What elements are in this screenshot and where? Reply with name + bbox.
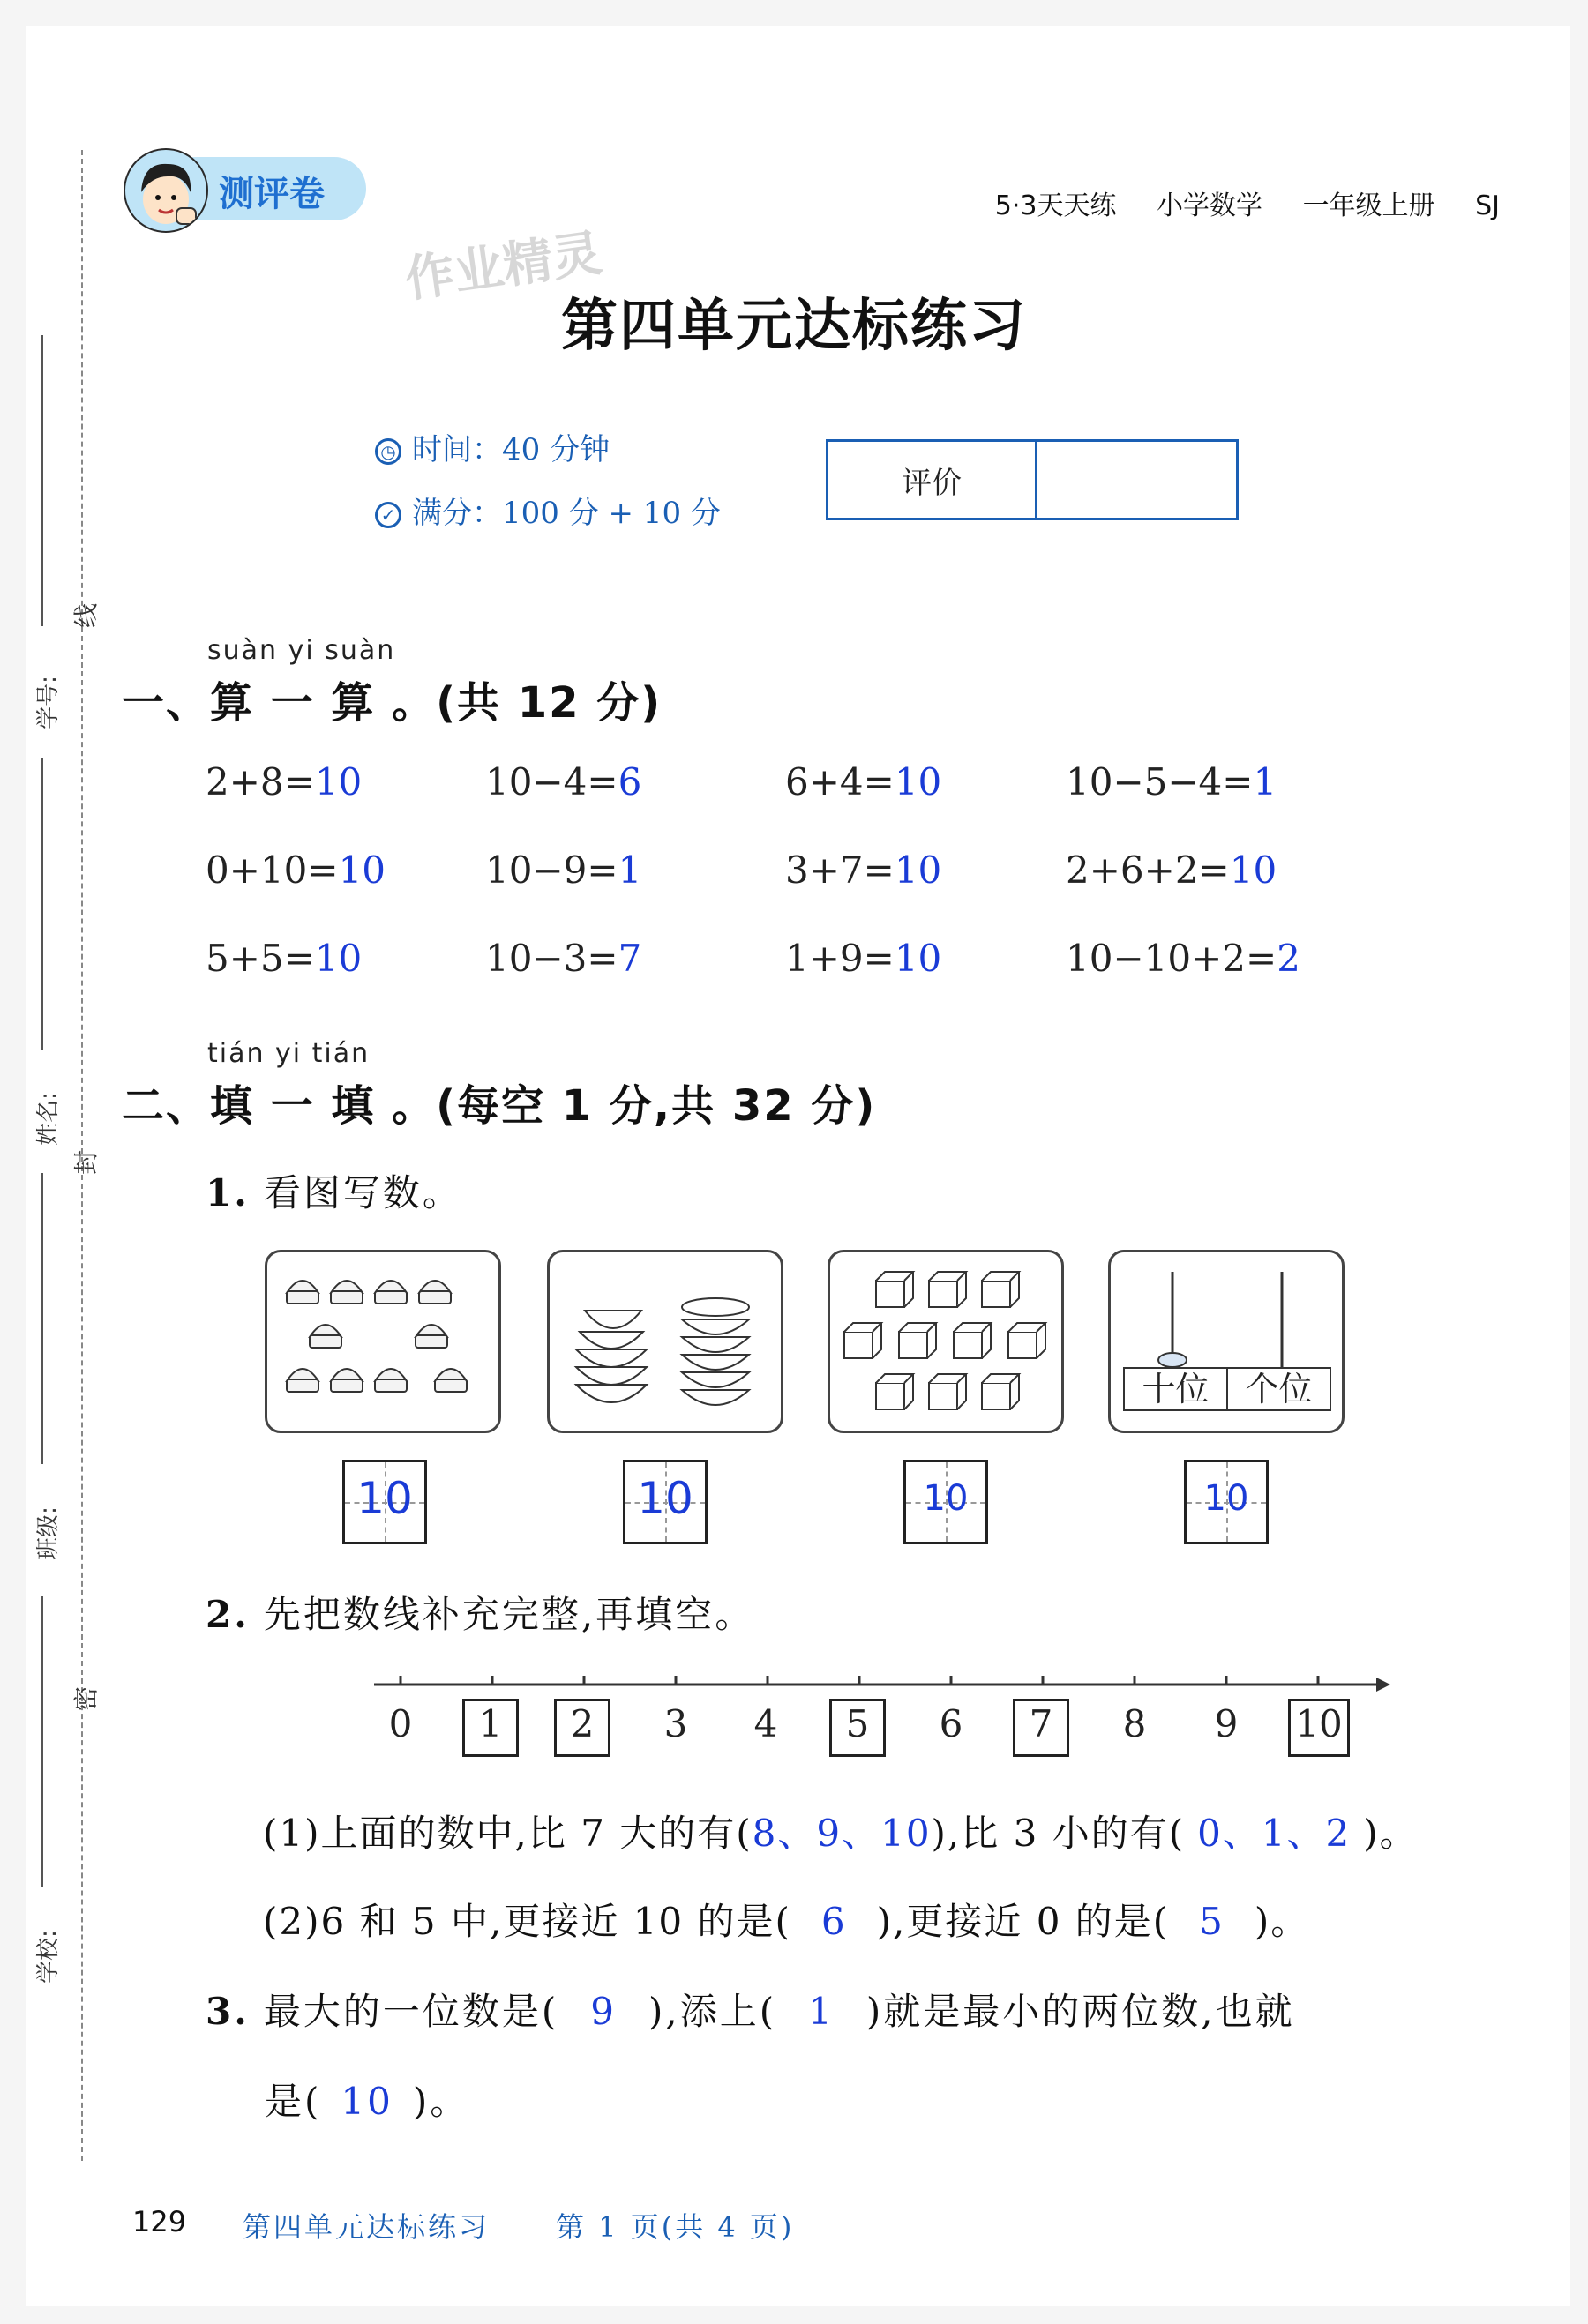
section1-heading: 一、算 一 算 。(共 12 分) xyxy=(122,678,663,728)
equation: 1+9=10 xyxy=(785,937,942,980)
equation: 0+10=10 xyxy=(206,848,386,892)
score-info: ✓ 满分：100 分 + 10 分 xyxy=(375,489,721,532)
answer-text: 9 xyxy=(590,1990,617,2033)
answer-text: 10 xyxy=(341,2080,393,2123)
equation: 3+7=10 xyxy=(785,848,942,892)
numberline-label: 7 xyxy=(1029,1702,1053,1745)
numberline-label: 9 xyxy=(1214,1702,1239,1745)
cut-word: 密 xyxy=(71,1685,101,1712)
question-2: 2. 先把数线补充完整,再填空。 xyxy=(206,1593,755,1636)
answer-text: 0、1、2 xyxy=(1197,1812,1352,1855)
cut-word: 线 xyxy=(71,602,101,629)
watermark: 作业精灵 xyxy=(401,224,606,310)
evaluation-label: 评价 xyxy=(828,442,1037,518)
abacus-picture xyxy=(1108,1250,1345,1433)
badge-label: 测评卷 xyxy=(219,174,325,214)
name-line xyxy=(41,1596,43,1887)
answer-text: 5 xyxy=(1199,1900,1225,1943)
buns-picture xyxy=(265,1250,501,1433)
numberline-label: 1 xyxy=(478,1702,503,1745)
numberline-label: 0 xyxy=(388,1702,413,1745)
class-label: 班级: xyxy=(34,1506,62,1560)
student-id-label: 学号: xyxy=(34,676,62,729)
name-line xyxy=(41,758,43,1050)
equation: 10−5−4=1 xyxy=(1066,760,1277,803)
cubes-picture xyxy=(828,1250,1064,1433)
page-title: 第四单元达标练习 xyxy=(561,293,1027,359)
evaluation-box xyxy=(826,439,1239,520)
name-line xyxy=(41,1173,43,1464)
book-header xyxy=(963,183,1500,222)
page-number: 129 xyxy=(132,2205,187,2238)
question-1: 1. 看图写数。 xyxy=(206,1171,462,1214)
numberline-label: 3 xyxy=(663,1702,688,1745)
question-3: 3. 最大的一位数是( 9 ),添上( 1 )就是最小的两位数,也就 xyxy=(206,1990,1295,2033)
footer-page-info: 第 1 页(共 4 页) xyxy=(556,2210,795,2244)
cut-word: 封 xyxy=(71,1149,101,1176)
equation: 10−9=1 xyxy=(485,848,642,892)
numberline-label: 4 xyxy=(753,1702,778,1745)
series-name: 5·3天天练 xyxy=(994,191,1117,221)
time-info: ◷ 时间：40 分钟 xyxy=(375,425,610,468)
test-badge xyxy=(124,148,369,229)
equation: 2+6+2=10 xyxy=(1066,848,1277,892)
equation: 10−10+2=2 xyxy=(1066,937,1300,980)
section2-pinyin: tián yi tián xyxy=(207,1038,371,1069)
bowls-picture xyxy=(547,1250,783,1433)
tens-place-label: 十位 xyxy=(1125,1369,1228,1409)
equation: 10−3=7 xyxy=(485,937,642,980)
school-label: 学校: xyxy=(34,1930,62,1984)
answer-box[interactable]: 10 xyxy=(342,1460,427,1544)
name-line xyxy=(41,335,43,626)
section1-pinyin: suàn yi suàn xyxy=(207,635,396,666)
equation: 10−4=6 xyxy=(485,760,642,803)
answer-box[interactable]: 10 xyxy=(903,1460,988,1544)
clock-icon: ◷ xyxy=(375,438,401,465)
question-2-sub-2: (2)6 和 5 中,更接近 10 的是( 6 ),更接近 0 的是( 5 )。 xyxy=(263,1900,1310,1943)
check-circle-icon: ✓ xyxy=(375,502,401,528)
answer-text: 6 xyxy=(820,1900,847,1943)
question-2-sub-1: (1)上面的数中,比 7 大的有(8、9、10),比 3 小的有( 0、1、2 )。 xyxy=(263,1812,1419,1855)
boy-mascot-icon xyxy=(124,148,208,233)
subject-name: 小学数学 xyxy=(1157,191,1263,221)
equation: 2+8=10 xyxy=(206,760,363,803)
numberline-label: 8 xyxy=(1122,1702,1147,1745)
answer-box[interactable]: 10 xyxy=(1184,1460,1269,1544)
edition-code: SJ xyxy=(1475,191,1500,221)
grade-name: 一年级上册 xyxy=(1302,191,1435,221)
evaluation-field[interactable] xyxy=(1037,442,1236,518)
numberline-label: 10 xyxy=(1295,1702,1343,1745)
footer-title: 第四单元达标练习 xyxy=(243,2210,491,2244)
answer-box[interactable]: 10 xyxy=(623,1460,708,1544)
numberline-label: 5 xyxy=(845,1702,870,1745)
section2-heading: 二、填 一 填 。(每空 1 分,共 32 分) xyxy=(122,1081,877,1131)
numberline-label: 6 xyxy=(939,1702,963,1745)
question-3-continued: 是( 10 )。 xyxy=(265,2080,470,2123)
ones-place-label: 个位 xyxy=(1245,1370,1313,1409)
number-line xyxy=(371,1667,1394,1702)
equation: 6+4=10 xyxy=(785,760,942,803)
numberline-label: 2 xyxy=(570,1702,595,1745)
answer-text: 8、9、10 xyxy=(752,1812,932,1855)
student-name-label: 姓名: xyxy=(34,1092,62,1146)
answer-text: 1 xyxy=(808,1990,835,2033)
equation: 5+5=10 xyxy=(206,937,363,980)
